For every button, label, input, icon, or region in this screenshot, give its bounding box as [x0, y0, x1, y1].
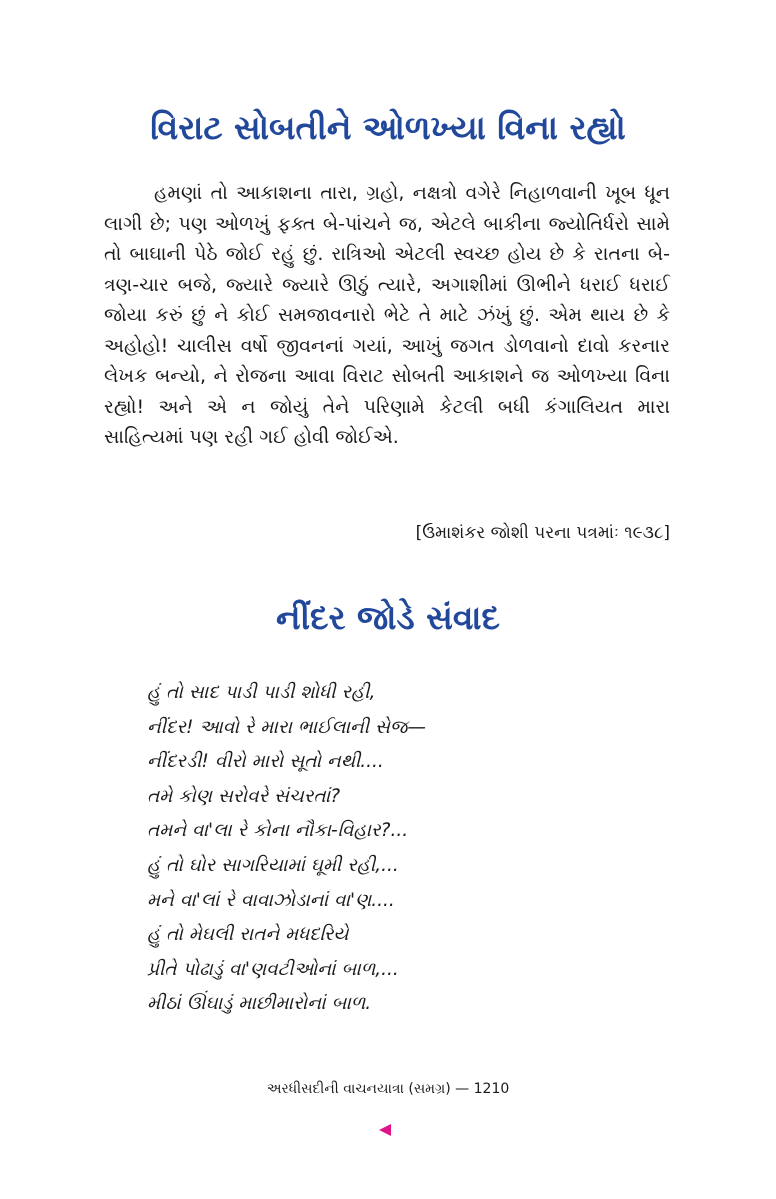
poem: [147, 676, 647, 1022]
poem-line: પ્રીતે પોઢાડું વા'ણવટીઓનાં બાળ,...: [147, 958, 399, 980]
poem-line: નીંદરડી! વીરો મારો સૂતો નથી....: [147, 751, 384, 773]
poem-line: હું તો સાદ પાડી પાડી શોધી રહી,: [147, 682, 376, 703]
poem-line: તમને વા'લા રે કોના નૌકા-વિહાર?...: [147, 820, 409, 842]
citation: [ઉમાશંકર જોશી પરના પત્રમાંઃ ૧૯૩૮]: [415, 523, 670, 543]
poem-line: નીંદર! આવો રે મારા ભાઈલાની સેજ—: [147, 716, 426, 738]
section-title-1: વિરાટ સોબતીને ઓળખ્યા વિના રહ્યો: [150, 108, 626, 147]
page-footer: અરધીસદીની વાચનયાત્રા (સમગ્ર) — 1210: [266, 1081, 510, 1097]
section-title-2: નીંદર જોડે સંવાદ: [276, 598, 500, 637]
prose-text: હમણાં તો આકાશના તારા, ગ્રહો, નક્ષત્રો વગેરે નિહાળવાની ખૂબ ધૂન લાગી છે; પણ ઓળખું ફક્ત બે-પાંચને જ, એટલે બાકીના જ્યોતિર્ધરો સામે તો બાઘાની પેઠે જોઈ રહું છું. રાત્રિઓ એટલી સ્વચ્છ હોય છે કે રાતના બે-ત્રણ-ચાર બજે, જ્યારે જ્યારે ઊઠું ત્યારે, અગાશીમાં ઊભીને ધરાઈ ધરાઈ જોયા કરું છું ને કોઈ સમજાવનારો ભેટે તે માટે ઝંખું છું. એમ થાય છે કે અહોહો! ચાલીસ વર્ષો જીવનનાં ગયાં, આખું જગત ડોળવાનો દાવો કરનાર લેખક બન્યો, ને રોજના આવા વિરાટ સોબતી આકાશને જ ઓળખ્યા વિના રહ્યો! અને એ ન જોયું તેને પરિણામે કેટલી બધી કંગાલિયત મારા સાહિત્યમાં પણ રહી ગઈ હોવી જોઈએ.: [104, 182, 670, 448]
poem-line: હું તો મેઘલી રાતને મધદરિયે: [147, 924, 349, 946]
poem-line: હું તો ઘોર સાગરિયામાં ઘૂમી રહી,...: [147, 854, 399, 876]
poem-line: મીઠાં ઊંઘાડું માછીમારોનાં બાળ.: [147, 993, 372, 1015]
poem-line: તમે કોણ સરોવરે સંચરતાં?: [147, 785, 341, 807]
prose-paragraph: [104, 178, 670, 453]
poem-line: મને વા'લાં રે વાવાઝોડાનાં વા'ણ....: [147, 889, 395, 911]
previous-page-arrow-icon[interactable]: [379, 1124, 391, 1136]
